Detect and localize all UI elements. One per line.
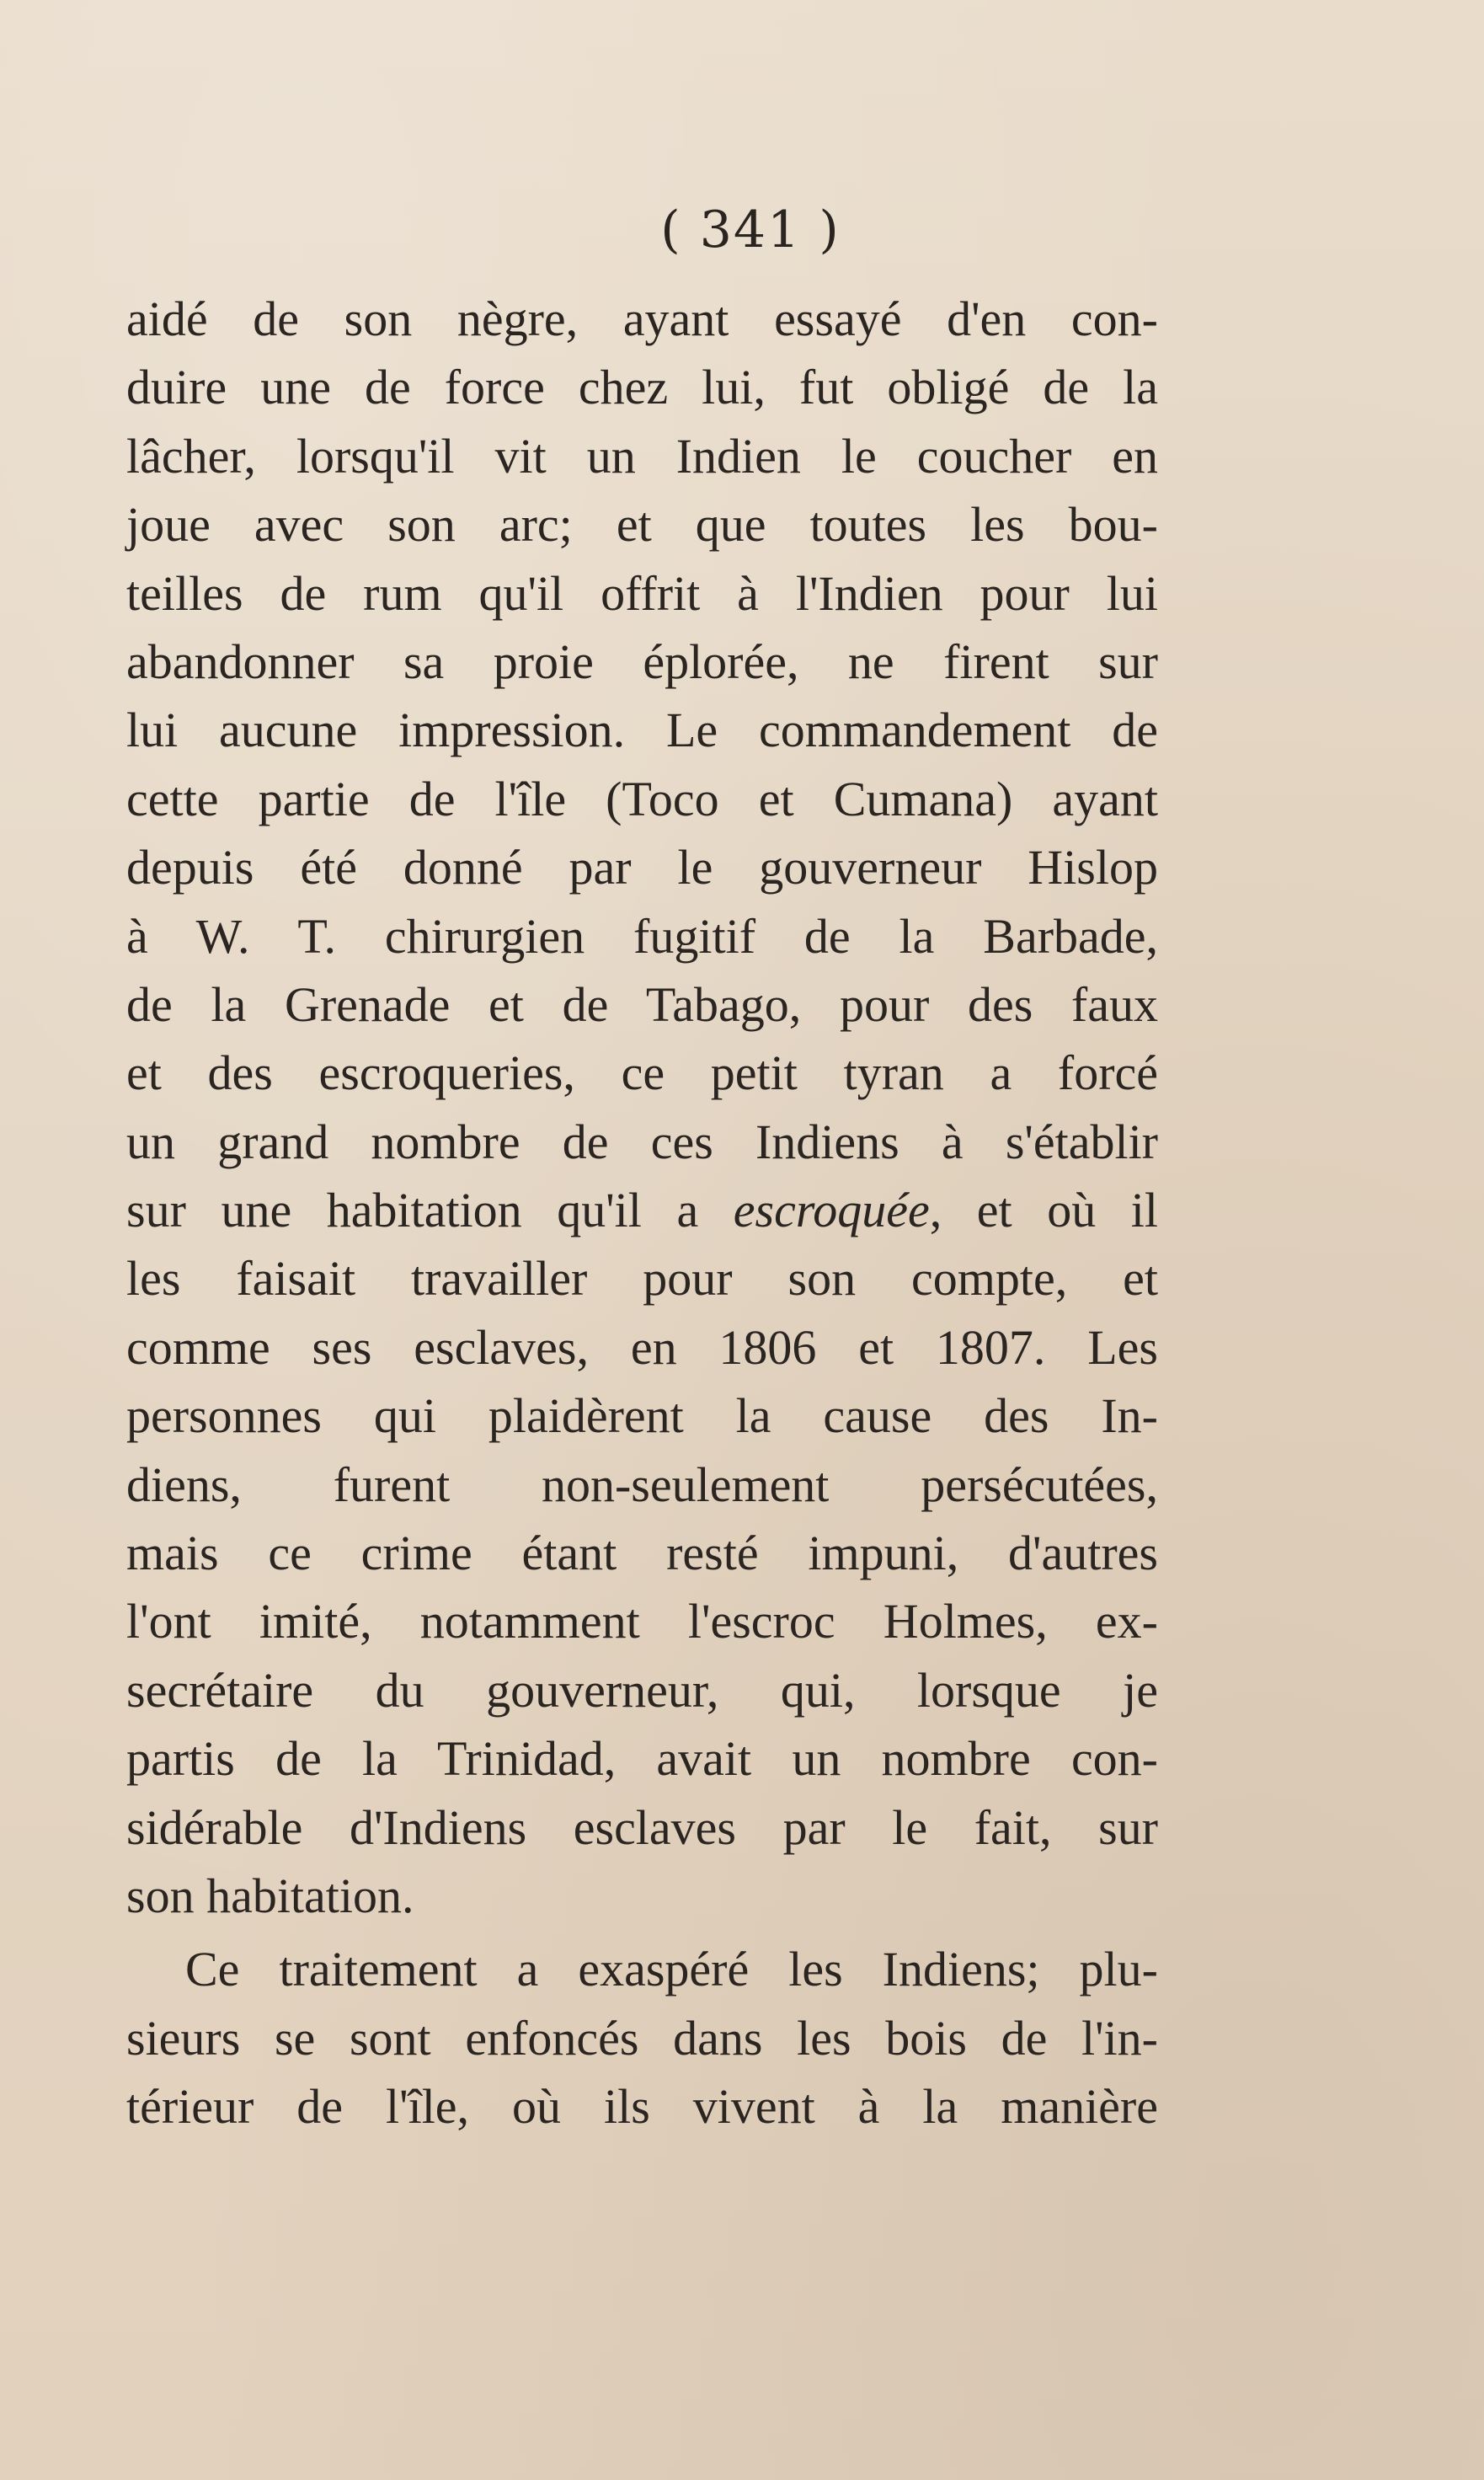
text-line: son habitation.: [126, 1868, 414, 1923]
text-line: comme ses esclaves, en 1806 et 1807. Les: [126, 1319, 1158, 1375]
text-line-with-italic: [126, 1176, 1158, 1244]
text-line: un grand nombre de ces Indiens à s'établir: [126, 1114, 1158, 1169]
text-line: abandonner sa proie éplorée, ne firent sur: [126, 633, 1158, 689]
text-line: secrétaire du gouverneur, qui, lorsque je: [126, 1662, 1158, 1718]
paragraph-1: [126, 285, 1158, 1930]
text-line: de la Grenade et de Tabago, pour des faux: [126, 976, 1158, 1032]
paragraph-2: [126, 1935, 1158, 2141]
italic-word: escroquée: [733, 1183, 930, 1238]
text-run: sur une habitation qu'il a: [126, 1183, 734, 1238]
page-number: ( 341 ): [660, 200, 841, 259]
text-line: duire une de force chez lui, fut obligé de la: [126, 360, 1158, 415]
text-line: lâcher, lorsqu'il vit un Indien le coucher en: [126, 428, 1158, 484]
text-line: personnes qui plaidèrent la cause des In-: [126, 1388, 1158, 1444]
text-line: et des escroqueries, ce petit tyran a forcé: [126, 1045, 1158, 1101]
text-line: depuis été donné par le gouverneur Hislop: [126, 840, 1158, 895]
text-line: diens, furent non-seulement persécutées,: [126, 1456, 1158, 1512]
text-run: , et où il: [929, 1183, 1158, 1238]
body-text: [126, 285, 1158, 2141]
text-line: cette partie de l'île (Toco et Cumana) ayant: [126, 771, 1158, 826]
text-line: les faisait travailler pour son compte, et: [126, 1251, 1158, 1307]
text-line: sieurs se sont enfoncés dans les bois de l'in-: [126, 2010, 1158, 2066]
text-line: mais ce crime étant resté impuni, d'autres: [126, 1526, 1158, 1581]
text-line: partis de la Trinidad, avait un nombre con-: [126, 1731, 1158, 1787]
text-line: joue avec son arc; et que toutes les bou-: [126, 497, 1158, 553]
text-line: l'ont imité, notamment l'escroc Holmes, ex-: [126, 1594, 1158, 1649]
text-line: lui aucune impression. Le commandement de: [126, 703, 1158, 758]
text-line: Ce traitement a exaspéré les Indiens; plu-: [185, 1942, 1158, 1997]
text-line: teilles de rum qu'il offrit à l'Indien pour lui: [126, 565, 1158, 621]
text-line: aidé de son nègre, ayant essayé d'en con-: [126, 291, 1158, 346]
text-line: à W. T. chirurgien fugitif de la Barbade,: [126, 908, 1158, 964]
text-line: térieur de l'île, où ils vivent à la manière: [126, 2079, 1158, 2135]
text-line: sidérable d'Indiens esclaves par le fait, sur: [126, 1799, 1158, 1855]
